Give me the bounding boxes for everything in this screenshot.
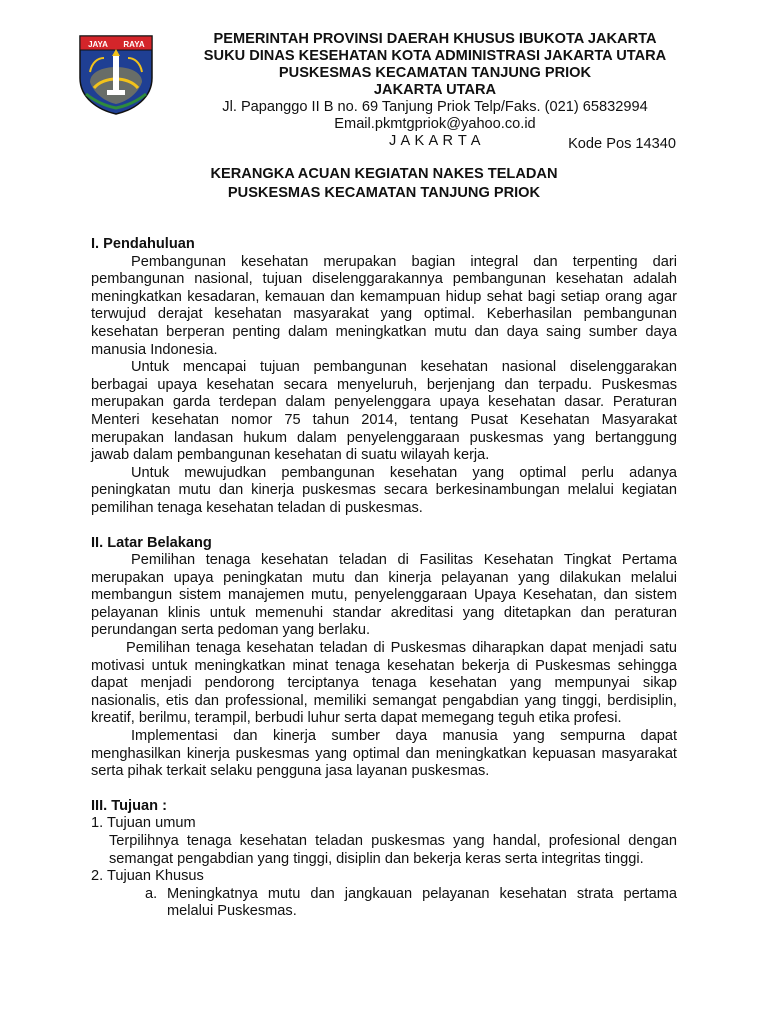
letterhead-line3: PUSKESMAS KECAMATAN TANJUNG PRIOK <box>278 65 592 81</box>
paragraph: Untuk mewujudkan pembangunan kesehatan yang optimal perlu adanya peningkatan mutu dan kinerja puskesmas secara berkesinambungan melalui kegiatan pemilihan tenaga kesehatan teladan di puskesmas. <box>91 464 677 516</box>
letterhead-line4: JAKARTA UTARA <box>373 82 497 98</box>
sub-list-text: Meningkatnya mutu dan jangkauan pelayanan kesehatan strata pertama melalui Puskesmas. <box>167 885 677 920</box>
paragraph: Pemilihan tenaga kesehatan teladan di Fasilitas Kesehatan Tingkat Pertama merupakan upaya peningkatan mutu dan kinerja pelayanan yang dilakukan melalui membangun sistem manajemen mutu, penyelenggaraan Upaya Kesehatan, dan sistem pelayanan klinis untuk memenuhi standar akreditasi yang ditetapkan dan peraturan perundangan serta pedoman yang berlaku. <box>91 552 677 639</box>
list-item-text: Terpilihnya tenaga kesehatan teladan puskesmas yang handal, profesional dengan semangat pengabdian yang tinggi, disiplin dan bekerja keras serta integritas tinggi. <box>109 833 677 867</box>
letterhead-address: Jl. Papanggo II B no. 69 Tanjung Priok Telp/Faks. (021) 65832994 <box>222 99 648 115</box>
document-body <box>91 236 677 921</box>
document-title-line1: KERANGKA ACUAN KEGIATAN NAKES TELADAN <box>210 166 558 182</box>
letterhead-line2: SUKU DINAS KESEHATAN KOTA ADMINISTRASI JAKARTA UTARA <box>203 48 667 64</box>
list-item-tujuan-khusus: 2. Tujuan Khusus <box>91 868 204 885</box>
logo-text-right: RAYA <box>123 40 145 49</box>
paragraph: Implementasi dan kinerja sumber daya manusia yang sempurna dapat menghasilkan kinerja puskesmas yang optimal dan meningkatkan kepuasan masyarakat serta pihak terkait selaku pengguna jasa layanan puskesmas. <box>91 728 677 780</box>
section-heading-tujuan: III. Tujuan : <box>91 797 167 814</box>
document-title-line2: PUSKESMAS KECAMATAN TANJUNG PRIOK <box>227 185 541 201</box>
section-heading-latar-belakang: II. Latar Belakang <box>91 534 212 551</box>
logo-text-left: JAYA <box>88 40 108 49</box>
letterhead-line1: PEMERINTAH PROVINSI DAERAH KHUSUS IBUKOTA JAKARTA <box>213 31 657 47</box>
paragraph: Pembangunan kesehatan merupakan bagian integral dan terpenting dari pembangunan nasional, tujuan diselenggarakannya pembangunan kesehatan adalah meningkatkan kesadaran, kemauan dan kemampuan hidup sehat bagi setiap orang agar terwujud derajat kesehatan masyarakat yang optimal. Keberhasilan pembangunan kesehatan berperan penting dalam meningkatkan mutu dan daya saing sumber daya manusia Indonesia. <box>91 253 677 358</box>
sub-list-marker: a. <box>145 885 158 902</box>
letterhead-email: Email.pkmtgpriok@yahoo.co.id <box>334 116 536 132</box>
jakarta-emblem-logo <box>76 32 156 116</box>
section-heading-pendahuluan: I. Pendahuluan <box>91 236 195 252</box>
sub-list-item <box>145 886 677 921</box>
postal-code: Kode Pos 14340 <box>568 136 676 152</box>
paragraph: Pemilihan tenaga kesehatan teladan di Puskesmas diharapkan dapat menjadi satu motivasi untuk meningkatkan minat tenaga kesehatan bekerja di Puskesmas sehingga dapat menjadi pendorong terciptanya tenaga kesehatan yang mempunyai sikap nasionalis, etis dan professional, memiliki semangat pengabdian yang tinggi, berdisiplin, kreatif, berilmu, terampil, berbudi luhur serta dapat memegang teguh etika profesi. <box>91 640 677 727</box>
list-item-tujuan-umum: 1. Tujuan umum <box>91 815 196 832</box>
paragraph: Untuk mencapai tujuan pembangunan kesehatan nasional diselenggarakan berbagai upaya kesehatan secara menyeluruh, berjenjang dan terpadu. Puskesmas merupakan garda terdepan dalam penyelenggara upaya kesehatan dasar. Peraturan Menteri kesehatan nomor 75 tahun 2014, tentang Pusat Kesehatan Masyarakat merupakan landasan hukum dalam penyelenggaraan puskesmas yang bertanggung jawab dalam pembangunan kesehatan di suatu wilayah kerja. <box>91 359 677 464</box>
letterhead-city: J A K A R T A <box>389 133 481 149</box>
